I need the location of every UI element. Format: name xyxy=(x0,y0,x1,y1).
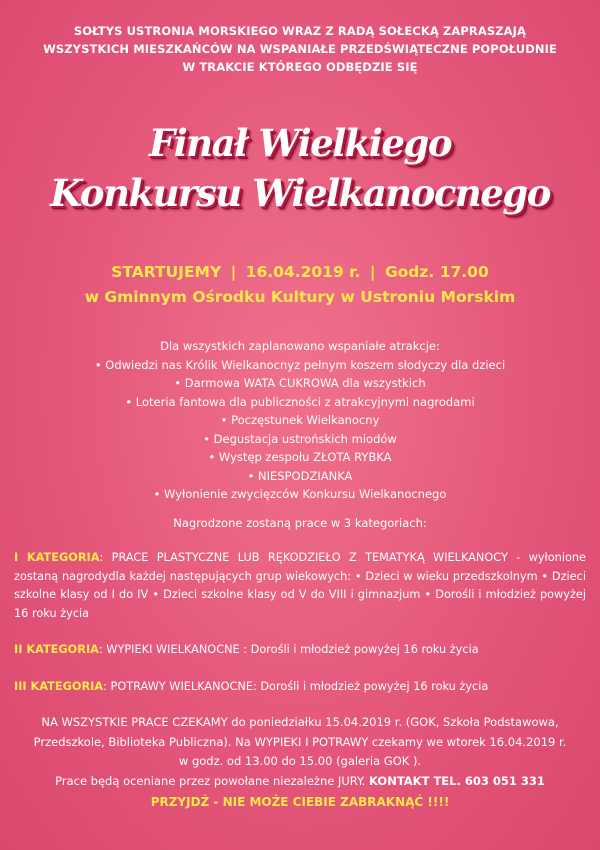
category-label: I KATEGORIA xyxy=(14,551,100,564)
category-text: : WYPIEKI WIELKANOCNE : Dorośli i młodzież powyżej 16 roku życia xyxy=(98,643,479,656)
event-time: Godz. 17.00 xyxy=(384,263,489,281)
bullet: • xyxy=(208,450,216,464)
intro-line: SOŁTYS USTRONIA MORSKIEGO WRAZ Z RADĄ SOŁECKĄ ZAPRASZAJĄ xyxy=(73,24,527,38)
event-venue: w Gminnym Ośrodku Kultury w Ustroniu Morskim xyxy=(84,288,516,306)
deadline-line: Przedszkole, Biblioteka Publiczna). Na WYPIEKI I POTRAWY czekamy we wtorek 16.04.2019 r. xyxy=(33,734,567,749)
title-line-1: Finał Wielkiego xyxy=(148,121,452,165)
list-item-text: Odwiedzi nas Królik Wielkanocnyz pełnym koszem słodyczy dla dzieci xyxy=(105,357,506,372)
list-item-text: Degustacja ustrońskich miodów xyxy=(213,431,397,446)
contact-phone: KONTAKT TEL. 603 051 331 xyxy=(369,773,545,788)
intro-line: WSZYSTKICH MIESZKAŃCÓW NA WSPANIAŁE PRZEDŚWIĄTECZNE POPOŁUDNIE xyxy=(43,42,557,56)
list-item-text: Wyłonienie zwycięzców Konkursu Wielkanocnego xyxy=(164,487,447,501)
list-item-text: Poczęstunek Wielkanocny xyxy=(231,413,380,427)
category-text: : PRACE PLASTYCZNE LUB RĘKODZIEŁO Z TEMATYKĄ WIELKANOCY - wyłonione zostaną nagrodydla każdej następujących grup wiekowych: • Dzieci w wieku przedszkolnym • Dzieci szkolne klasy od I do IV • Dzieci szkolne klasy od V do VIII i gimnazjum • Dorośli i młodzież powyżej 16 roku życia xyxy=(14,551,586,620)
category-text: : POTRAWY WIELKANOCNE: Dorośli i młodzież powyżej 16 roku życia xyxy=(103,680,489,693)
event-start: STARTUJEMY xyxy=(111,263,222,281)
list-item-text: Darmowa WATA CUKROWA dla wszystkich xyxy=(184,376,426,390)
list-item xyxy=(0,448,600,467)
attractions-heading: Dla wszystkich zaplanowano wspaniałe atrakcje: xyxy=(160,339,440,353)
bullet: • xyxy=(247,468,255,483)
deadline-line: NA WSZYSTKIE PRACE CZEKAMY do poniedziałku 15.04.2019 r. (GOK, Szkoła Podstawowa, xyxy=(41,715,559,729)
list-item xyxy=(0,430,600,449)
bullet: • xyxy=(125,394,133,409)
bullet: • xyxy=(153,487,161,501)
poster-title xyxy=(0,118,600,218)
deadline-info xyxy=(0,713,600,791)
list-item-text: NIESPODZIANKA xyxy=(258,468,353,483)
categories-intro: Nagrodzone zostaną prace w 3 kategoriach: xyxy=(173,516,427,530)
category-label: III KATEGORIA xyxy=(14,680,104,693)
attractions-list xyxy=(0,337,600,504)
jury-text: Prace będą oceniane przez powołane niezależne JURY. xyxy=(55,773,366,788)
bullet: • xyxy=(174,376,182,390)
separator: | xyxy=(369,263,376,281)
list-item xyxy=(0,356,600,375)
list-item xyxy=(0,374,600,393)
bullet: • xyxy=(94,357,102,372)
list-item xyxy=(0,393,600,412)
separator: | xyxy=(230,263,237,281)
bullet: • xyxy=(220,413,228,427)
category-1 xyxy=(14,549,586,623)
list-item-text: Loteria fantowa dla publiczności z atrakcyjnymi nagrodami xyxy=(135,394,475,409)
list-item xyxy=(0,411,600,430)
event-date: 16.04.2019 r. xyxy=(245,263,361,281)
deadline-line: w godz. od 13.00 do 15.00 (galeria GOK ). xyxy=(178,754,422,768)
category-3 xyxy=(14,678,586,697)
event-info xyxy=(0,260,600,310)
category-2 xyxy=(14,641,586,660)
event-date-line xyxy=(0,260,600,285)
category-label: II KATEGORIA xyxy=(14,643,99,656)
list-item-text: Występ zespołu ZŁOTA RYBKA xyxy=(218,450,392,464)
deadline-line xyxy=(0,772,600,792)
title-line-2: Konkursu Wielkanocnego xyxy=(50,171,550,215)
list-item xyxy=(0,467,600,486)
intro-text xyxy=(0,22,600,76)
list-item xyxy=(0,485,600,504)
intro-line: W TRAKCIE KTÓREGO ODBĘDZIE SIĘ xyxy=(182,60,418,74)
bullet: • xyxy=(203,431,210,446)
closing-slogan: PRZYJDŹ - NIE MOŻE CIEBIE ZABRAKNĄĆ !!!! xyxy=(150,795,450,809)
